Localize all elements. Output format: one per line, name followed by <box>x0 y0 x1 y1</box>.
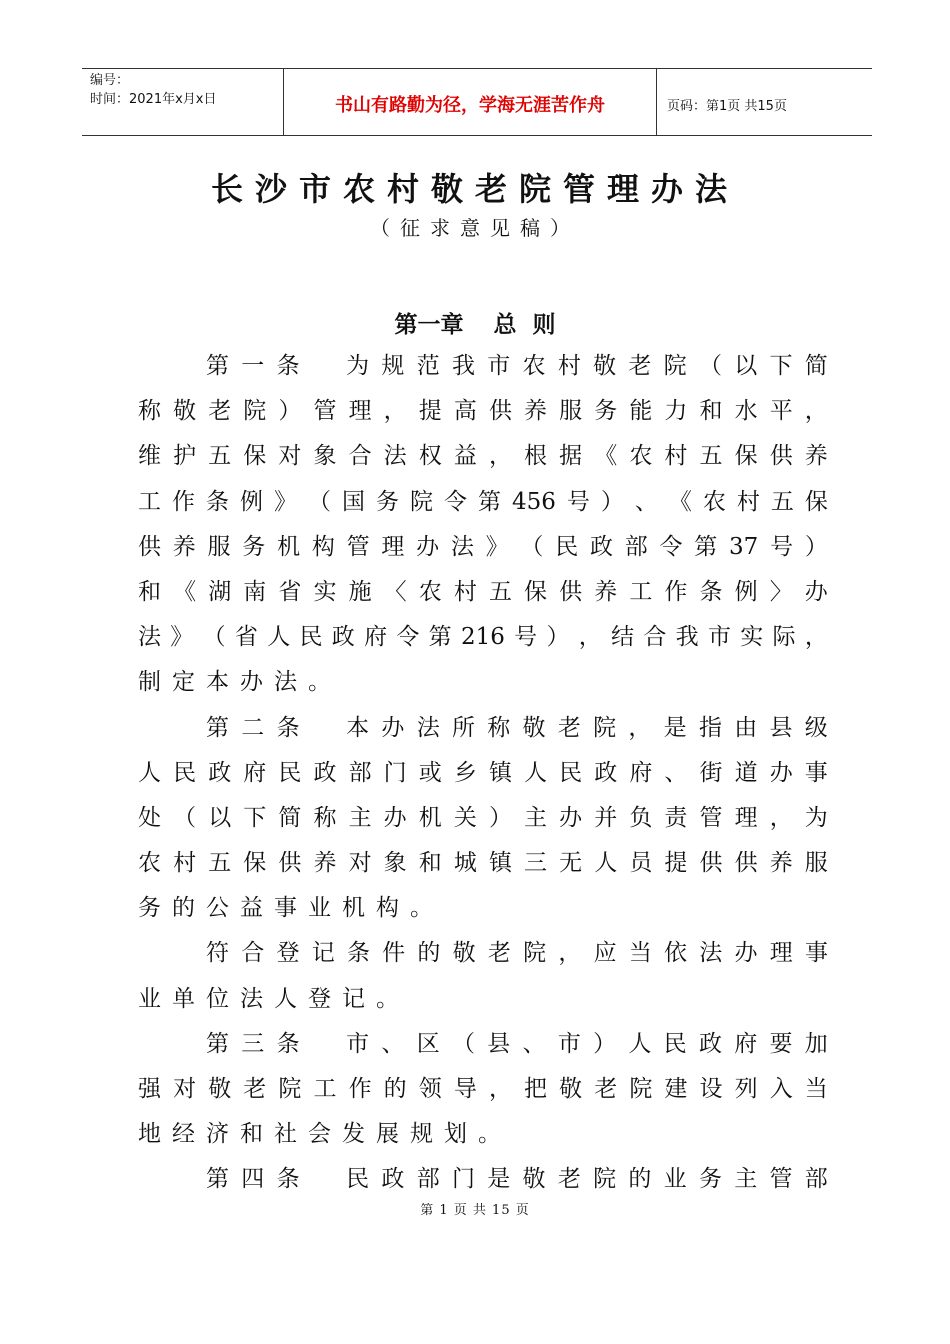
body-line: 供 养 服 务 机 构 管 理 办 法 》 （ 民 政 部 令 第 37 号 ） <box>138 533 828 560</box>
body-line: 法 》 （ 省 人 民 政 府 令 第 216 号 ） ， 结 合 我 市 实 际 ， <box>138 624 828 651</box>
header-page-info-cell <box>657 71 872 137</box>
document-title: 长沙市农村敬老院管理办法 <box>210 170 739 208</box>
body-text <box>138 344 828 1203</box>
body-line: 农 村 五 保 供 养 对 象 和 城 镇 三 无 人 员 提 供 供 养 服 <box>138 850 828 877</box>
body-line: 业 单 位 法 人 登 记 。 <box>138 985 399 1012</box>
body-line: 第 一 条 为 规 范 我 市 农 村 敬 老 院 （ 以 下 简 <box>206 353 828 379</box>
body-line: 第 二 条 本 办 法 所 称 敬 老 院 ， 是 指 由 县 级 <box>206 714 828 741</box>
motto: 书山有路勤为径，学海无涯苦作舟 <box>335 95 605 116</box>
body-line: 符 合 登 记 条 件 的 敬 老 院 ， 应 当 依 法 办 理 事 <box>206 940 828 967</box>
header-motto-cell <box>284 69 657 135</box>
chapter-title: 总 则 <box>493 312 556 338</box>
number-label: 编号： <box>90 73 130 88</box>
body-line: 维 护 五 保 对 象 合 法 权 益 ， 根 据 《 农 村 五 保 供 养 <box>138 443 828 470</box>
body-line: 第 三 条 市 、 区 （ 县 、 市 ） 人 民 政 府 要 加 <box>206 1030 828 1057</box>
body-line: 和 《 湖 南 省 实 施 〈 农 村 五 保 供 养 工 作 条 例 〉 办 <box>138 578 828 605</box>
body-line: 制 定 本 办 法 。 <box>138 669 331 696</box>
time-label: 时间：2021年x月x日 <box>90 92 217 107</box>
body-line: 强 对 敬 老 院 工 作 的 领 导 ， 把 敬 老 院 建 设 列 入 当 <box>138 1076 828 1102</box>
document-subtitle: （征求意见稿） <box>370 216 580 240</box>
body-line: 人 民 政 府 民 政 部 门 或 乡 镇 人 民 政 府 、 街 道 办 事 <box>138 759 828 786</box>
body-line: 地 经 济 和 社 会 发 展 规 划 。 <box>138 1121 501 1148</box>
body-line: 处 （ 以 下 简 称 主 办 机 关 ） 主 办 并 负 责 管 理 ， 为 <box>138 804 828 831</box>
page-info: 页码：第1页 共15页 <box>667 98 787 114</box>
header-meta <box>82 69 284 135</box>
chapter-heading <box>0 306 950 339</box>
body-line: 第 四 条 民 政 部 门 是 敬 老 院 的 业 务 主 管 部 <box>206 1166 828 1193</box>
chapter-name: 第一章 <box>394 312 464 338</box>
body-line: 务 的 公 益 事 业 机 构 。 <box>138 895 433 922</box>
page-header <box>82 68 872 136</box>
page-footer: 第 1 页 共 15 页 <box>420 1203 530 1218</box>
body-line: 称 敬 老 院 ） 管 理 ， 提 高 供 养 服 务 能 力 和 水 平 ， <box>138 398 828 425</box>
body-line: 工 作 条 例 》 （ 国 务 院 令 第 456 号 ） 、 《 农 村 五 保 <box>138 488 828 515</box>
